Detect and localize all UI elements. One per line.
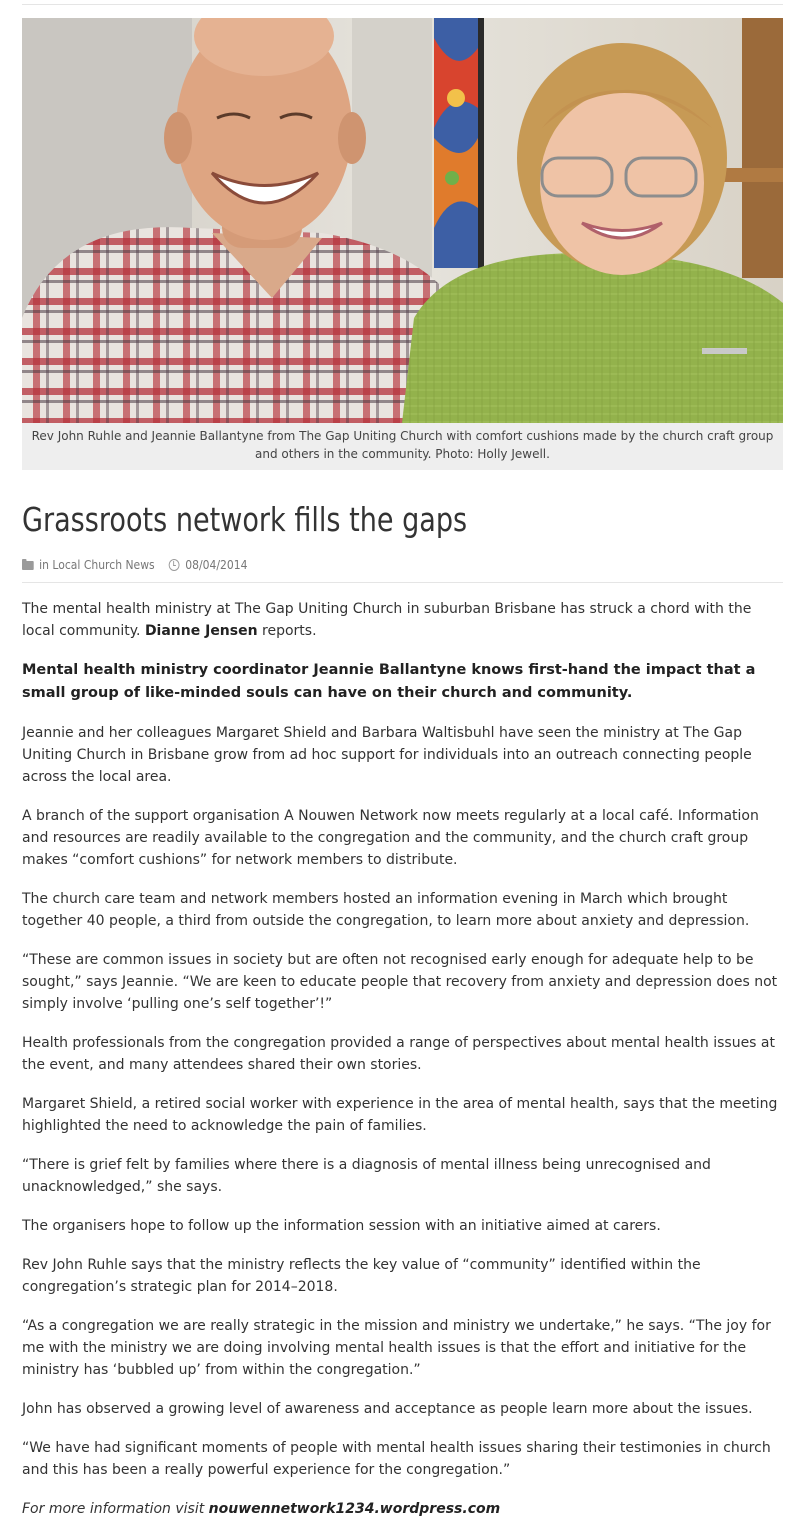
meta-divider [22, 582, 783, 583]
body-paragraph: “There is grief felt by families where there is a diagnosis of mental illness being unrecognised and unacknowledged,” she says. [22, 1157, 711, 1195]
intro-paragraph [22, 598, 787, 642]
photo-caption: Rev John Ruhle and Jeannie Ballantyne from The Gap Uniting Church with comfort cushions made by the church craft group and others in the community. Photo: Holly Jewell. [31, 429, 774, 461]
publish-date: 08/04/2014 [185, 558, 248, 572]
intro-text: The mental health ministry at The Gap Uniting Church in suburban Brisbane has struck a chord with the local community. [22, 601, 752, 639]
more-info-paragraph [22, 1498, 787, 1520]
body-paragraph: Rev John Ruhle says that the ministry reflects the key value of “community” identified within the congregation’s strategic plan for 2014–2018. [22, 1257, 701, 1295]
body-paragraph: A branch of the support organisation A Nouwen Network now meets regularly at a local café. Information and resources are readily available to the congregation and the community, and the church craft group makes “comfort cushions” for network members to distribute. [22, 808, 759, 868]
body-paragraph: Health professionals from the congregation provided a range of perspectives about mental health issues at the event, and many attendees shared their own stories. [22, 1035, 775, 1073]
folder-icon [22, 561, 34, 570]
category-link[interactable]: Local Church News [52, 558, 155, 572]
body-paragraph: The organisers hope to follow up the information session with an initiative aimed at carers. [22, 1218, 661, 1234]
body-paragraph: Margaret Shield, a retired social worker with experience in the area of mental health, says that the meeting highlighted the need to acknowledge the pain of families. [22, 1096, 778, 1134]
body-paragraph: “As a congregation we are really strategic in the mission and ministry we undertake,” he says. “The joy for me with the ministry we are doing involving mental health issues is that the effort and initiative for the ministry has ‘bubbled up’ from within the congregation.” [22, 1318, 771, 1378]
article-body [22, 598, 787, 1537]
article-photo [22, 18, 783, 423]
body-paragraph: “We have had significant moments of people with mental health issues sharing their testimonies in church and this has been a really powerful experience for the congregation.” [22, 1440, 771, 1478]
article-title: Grassroots network fills the gaps [22, 500, 468, 539]
author-name: Dianne Jensen [144, 623, 258, 639]
more-info-text: For more information visit [22, 1501, 205, 1517]
top-divider [22, 4, 783, 5]
more-info-link[interactable]: nouwennetwork1234.wordpress.com [208, 1501, 501, 1517]
intro-suffix: reports. [262, 623, 317, 639]
category-prefix: in [39, 558, 49, 572]
body-paragraph: “These are common issues in society but are often not recognised early enough for adequate help to be sought,” says Jeannie. “We are keen to educate people that recovery from anxiety and depression does not simply involve ‘pulling one’s self together’!” [22, 952, 778, 1012]
article-meta [22, 555, 248, 575]
body-paragraph: John has observed a growing level of awareness and acceptance as people learn more about the issues. [22, 1401, 753, 1417]
body-paragraph: The church care team and network members hosted an information evening in March which brought together 40 people, a third from outside the congregation, to learn more about anxiety and depression. [22, 891, 750, 929]
photo-illustration [22, 18, 783, 423]
body-paragraph: Jeannie and her colleagues Margaret Shield and Barbara Waltisbuhl have seen the ministry at The Gap Uniting Church in Brisbane grow from ad hoc support for individuals into an outreach connecting people across the local area. [22, 725, 752, 785]
photo-figure [22, 18, 783, 470]
lead-paragraph: Mental health ministry coordinator Jeannie Ballantyne knows first-hand the impact that a small group of like-minded souls can have on their church and community. [22, 662, 756, 701]
clock-icon [169, 559, 180, 571]
